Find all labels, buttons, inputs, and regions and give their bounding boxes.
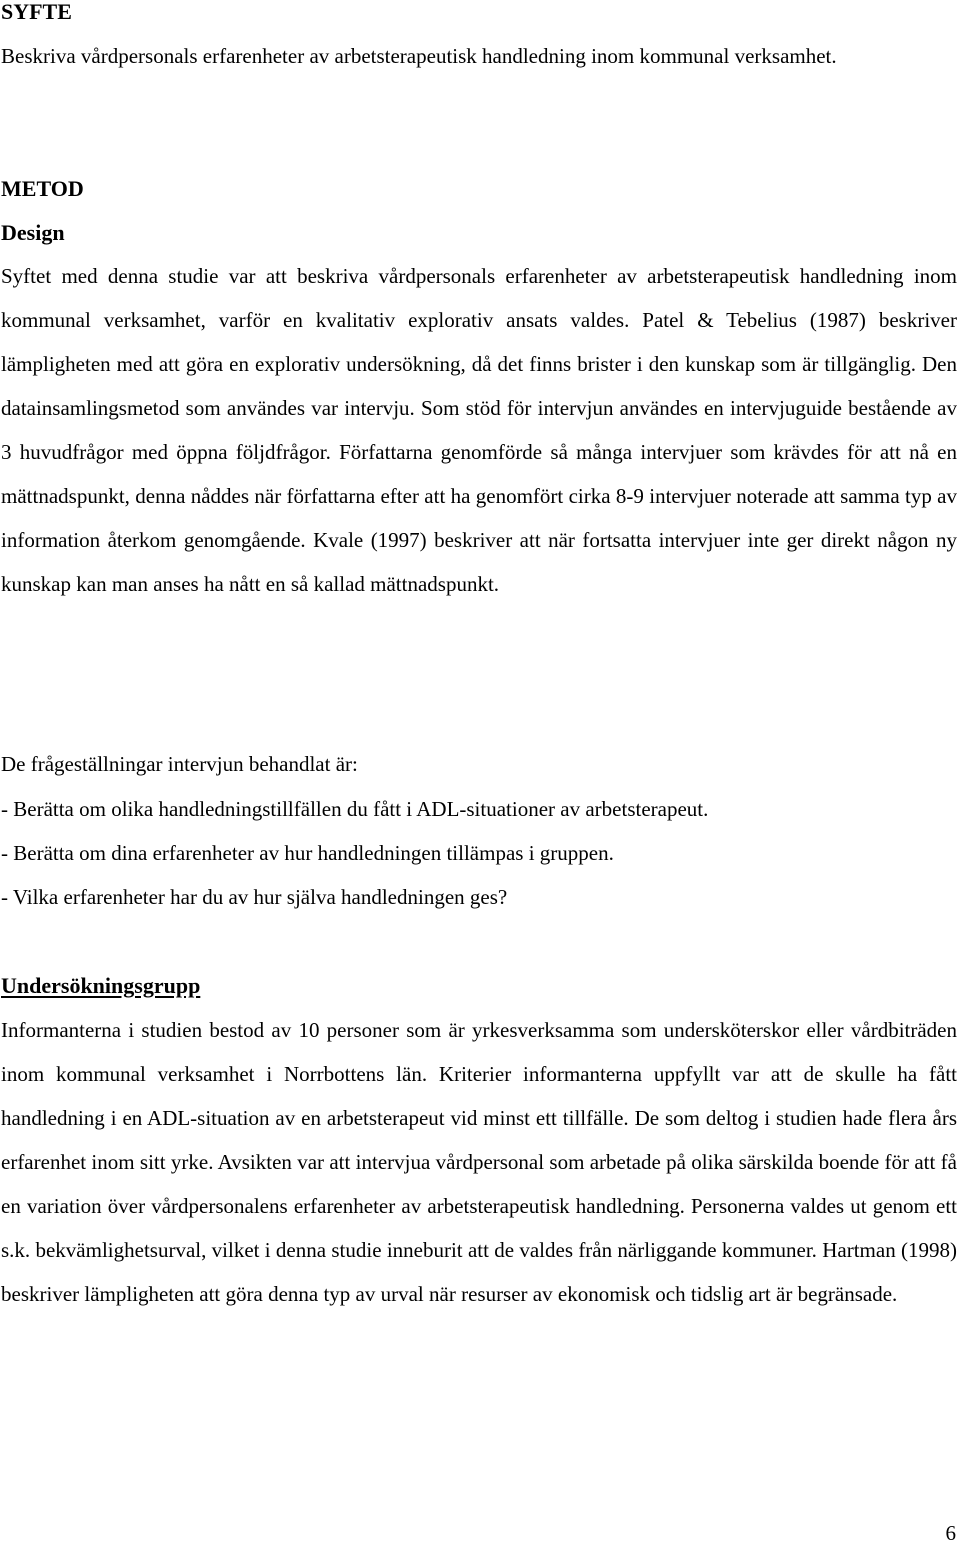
- page-number: 6: [945, 1521, 956, 1545]
- design-text: Syftet med denna studie var att beskriva vårdpersonals erfarenheter av arbetsterapeutisk handledning inom kommunal verksamhet, varför en kvalitativ explorativ ansats valdes. Patel & Tebelius (1987) beskriver lämpligheten med att göra en explorativ undersökning, då det finns brister i den kunskap som är tillgänglig. Den datainsamlingsmetod som användes var intervju. Som stöd för intervjun användes en intervjuguide bestående av 3 huvudfrågor med öppna följdfrågor. Författarna genomförde så många intervjuer som krävdes för att nå en mättnadspunkt, denna nåddes när författarna efter att ha genomfört cirka 8-9 intervjuer noterade att samma typ av information återkom genomgående. Kvale (1997) beskriver att när fortsatta intervjuer inte ger direkt någon ny kunskap kan man anses ha nått en så kallad mättnadspunkt.: [1, 264, 957, 596]
- undersokningsgrupp-text: Informanterna i studien bestod av 10 personer som är yrkesverksamma som undersköterskor eller vårdbiträden inom kommunal verksamhet i Norrbottens län. Kriterier informanterna uppfyllt var att de skulle ha fått handledning i en ADL-situation av en arbetsterapeut vid minst ett tillfälle. De som deltog i studien hade flera års erfarenhet inom sitt yrke. Avsikten var att intervjua vårdpersonal som arbetade på olika särskilda boende för att få en variation över vårdpersonalens erfarenheter av arbetsterapeutisk handledning. Personerna valdes ut genom ett s.k. bekvämlighetsurval, vilket i denna studie inneburit att de valdes från närliggande kommuner. Hartman (1998) beskriver lämpligheten att göra denna typ av urval när resurser av ekonomisk och tidslig art är begränsade.: [1, 1018, 957, 1306]
- syfte-text: Beskriva vårdpersonals erfarenheter av arbetsterapeutisk handledning inom kommunal verksamhet.: [1, 44, 837, 68]
- undersokningsgrupp-heading: Undersökningsgrupp: [1, 973, 201, 998]
- design-heading: Design: [1, 220, 65, 245]
- metod-heading: METOD: [1, 176, 84, 201]
- question-item: - Vilka erfarenheter har du av hur själva handledningen ges?: [1, 885, 508, 909]
- question-item: - Berätta om olika handledningstillfällen du fått i ADL-situationer av arbetsterapeut.: [1, 797, 709, 821]
- questions-intro: De frågeställningar intervjun behandlat är:: [1, 752, 358, 776]
- syfte-heading: SYFTE: [1, 0, 72, 24]
- question-item: - Berätta om dina erfarenheter av hur handledningen tillämpas i gruppen.: [1, 841, 614, 865]
